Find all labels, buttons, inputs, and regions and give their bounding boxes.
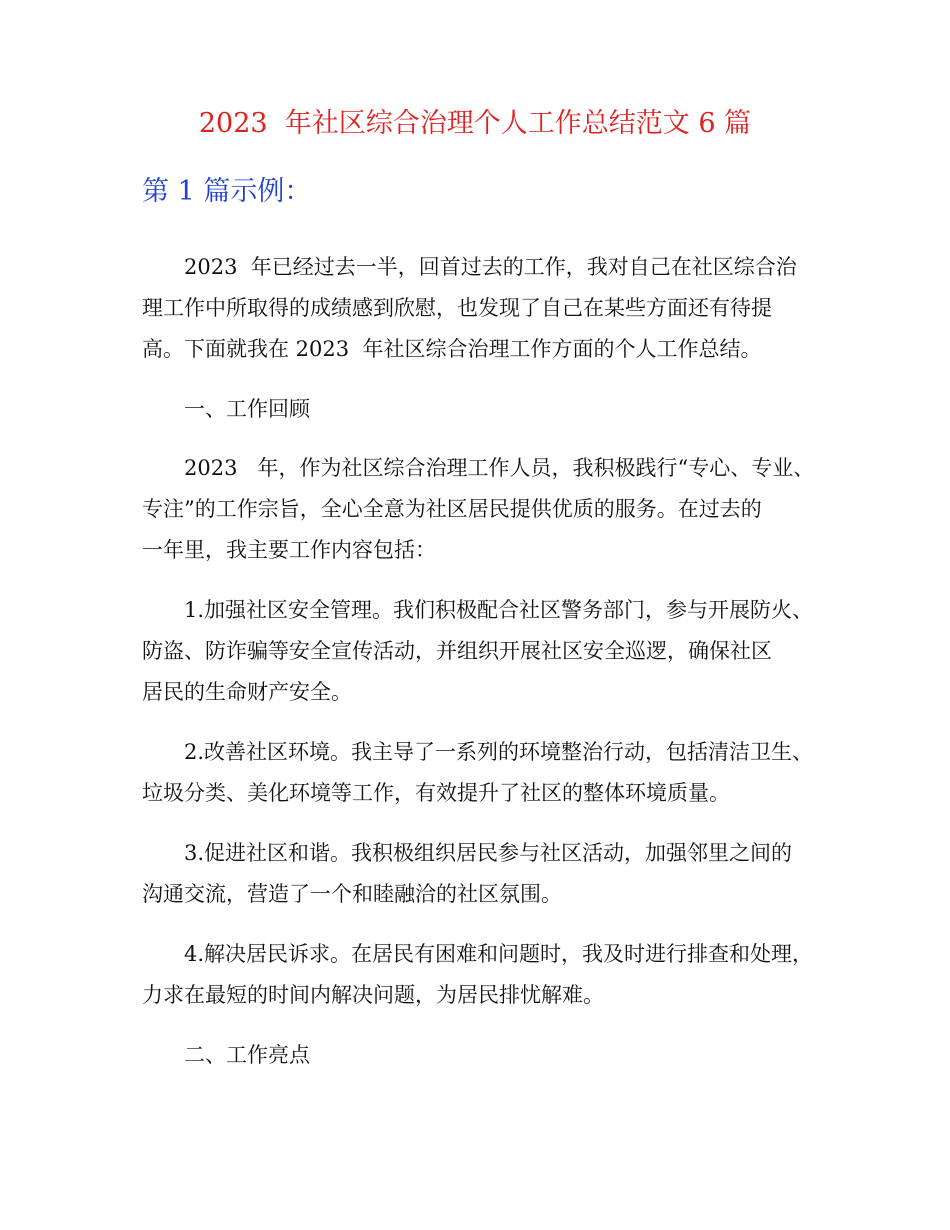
item-1-line-2: 防盗、防诈骗等安全宣传活动，并组织开展社区安全巡逻，确保社区 — [142, 639, 772, 663]
paragraph-review-line-1: 2023 年，作为社区综合治理工作人员，我积极践行“专心、专业、 — [184, 456, 815, 480]
document-title: 2023 年社区综合治理个人工作总结范文 6 篇 — [198, 108, 752, 139]
paragraph-review-line-2: 专注”的工作宗旨，全心全意为社区居民提供优质的服务。在过去的 — [142, 497, 762, 521]
item-1-line-1: 1.加强社区安全管理。我们积极配合社区警务部门，参与开展防火、 — [184, 598, 814, 622]
item-3-line-2: 沟通交流，营造了一个和睦融洽的社区氛围。 — [142, 882, 562, 906]
item-2-line-2: 垃圾分类、美化环境等工作，有效提升了社区的整体环境质量。 — [142, 781, 730, 805]
item-2-line-1: 2.改善社区环境。我主导了一系列的环境整治行动，包括清洁卫生、 — [184, 740, 814, 764]
item-4-line-2: 力求在最短的时间内解决问题，为居民排忧解难。 — [142, 983, 604, 1007]
paragraph-intro-line-3: 高。下面就我在 2023 年社区综合治理工作方面的个人工作总结。 — [142, 337, 762, 361]
item-4-line-1: 4.解决居民诉求。在居民有困难和问题时，我及时进行排查和处理， — [184, 942, 814, 966]
paragraph-intro-line-2: 理工作中所取得的成绩感到欣慰，也发现了自己在某些方面还有待提 — [142, 296, 772, 320]
paragraph-review-line-3: 一年里，我主要工作内容包括： — [142, 538, 436, 562]
paragraph-intro-line-1: 2023 年已经过去一半，回首过去的工作，我对自己在社区综合治 — [184, 255, 797, 279]
section-heading-highlights: 二、工作亮点 — [184, 1043, 310, 1067]
item-1-line-3: 居民的生命财产安全。 — [142, 680, 352, 704]
section-heading-review: 一、工作回顾 — [184, 397, 310, 421]
example-heading: 第 1 篇示例： — [142, 176, 312, 207]
item-3-line-1: 3.促进社区和谐。我积极组织居民参与社区活动，加强邻里之间的 — [184, 841, 793, 865]
